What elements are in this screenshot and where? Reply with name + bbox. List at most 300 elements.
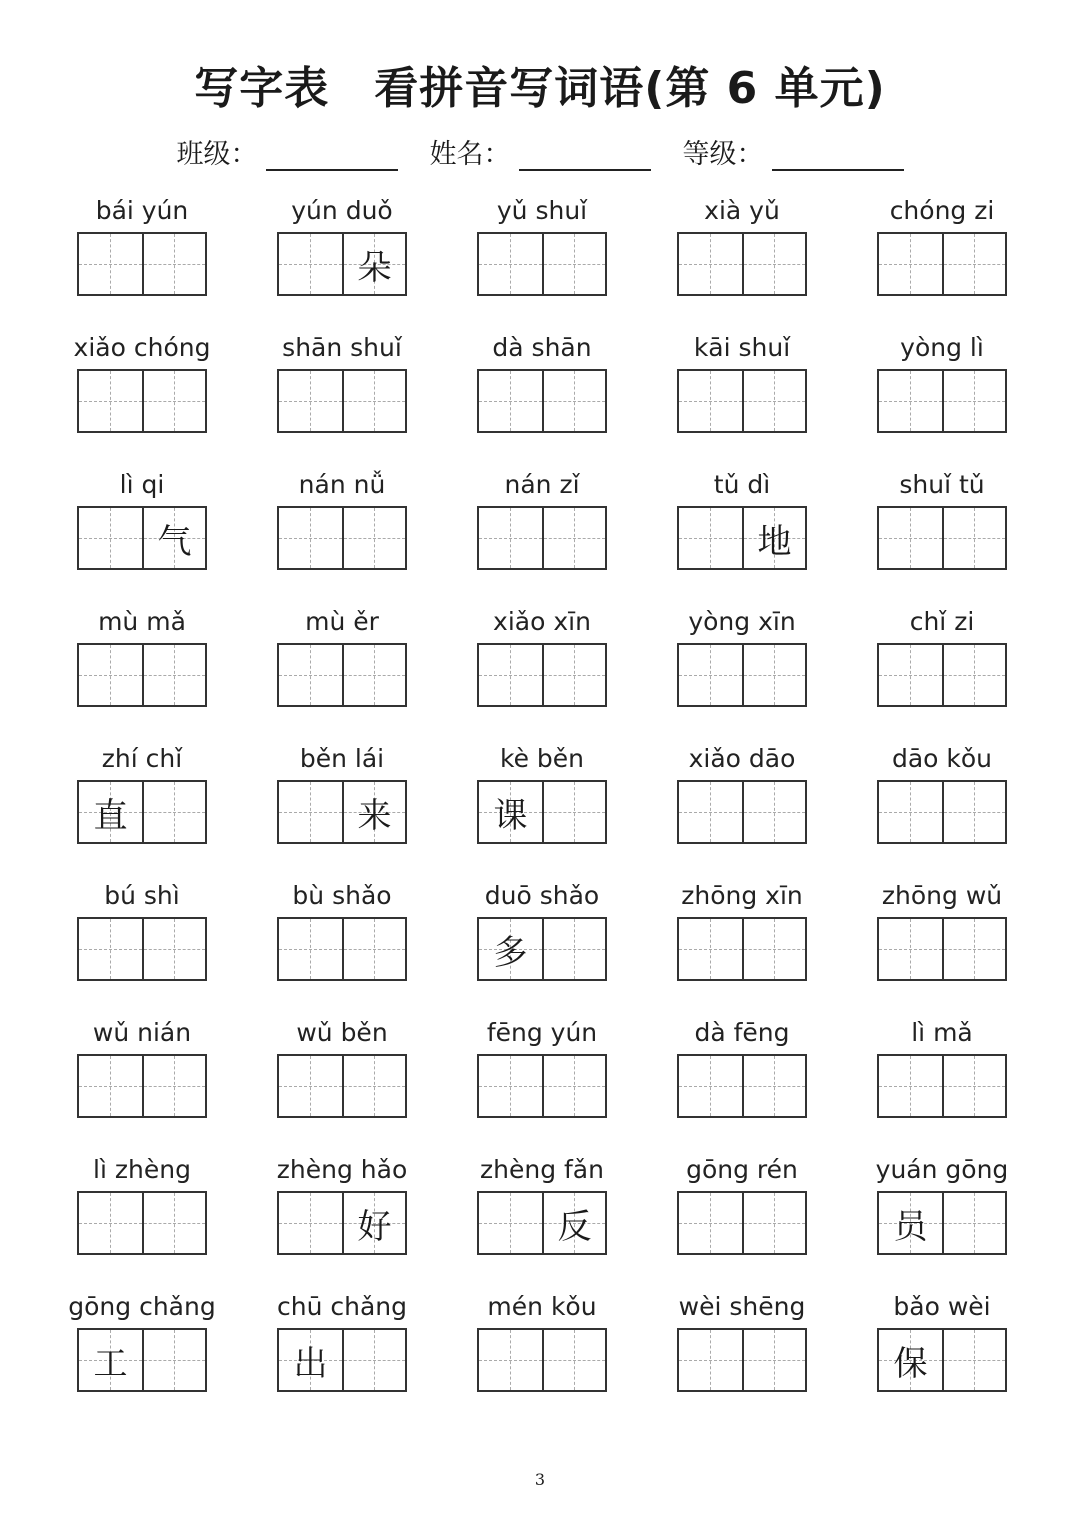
character-box[interactable] — [942, 1193, 1005, 1253]
character-box[interactable] — [342, 782, 405, 842]
given-character — [344, 645, 405, 705]
pinyin-label: dà shān — [492, 333, 592, 362]
given-character — [79, 371, 142, 431]
character-box[interactable] — [479, 1330, 542, 1390]
given-character — [944, 645, 1005, 705]
word-cell — [442, 1012, 642, 1149]
pinyin-label: xià yǔ — [704, 196, 780, 225]
writing-grid — [277, 1054, 407, 1118]
writing-grid — [877, 917, 1007, 981]
pinyin-label: mù ěr — [305, 607, 379, 636]
pinyin-label: shuǐ tǔ — [899, 470, 985, 499]
writing-grid — [877, 643, 1007, 707]
character-box[interactable] — [742, 645, 805, 705]
given-character — [944, 782, 1005, 842]
given-character — [279, 645, 342, 705]
writing-grid — [277, 643, 407, 707]
word-cell — [242, 601, 442, 738]
character-box[interactable] — [879, 919, 942, 979]
pinyin-label: zhōng wǔ — [881, 881, 1003, 910]
given-character: 保 — [893, 1343, 928, 1384]
character-box[interactable] — [342, 234, 405, 294]
word-cell — [242, 1286, 442, 1423]
pinyin-label: dà fēng — [694, 1018, 790, 1047]
writing-grid — [877, 232, 1007, 296]
word-cell — [642, 464, 842, 601]
writing-grid — [877, 780, 1007, 844]
writing-grid — [477, 643, 607, 707]
word-cell — [842, 875, 1042, 1012]
word-cell — [442, 327, 642, 464]
character-box[interactable] — [742, 1193, 805, 1253]
character-box[interactable] — [742, 508, 805, 568]
pinyin-label: zhèng fǎn — [480, 1155, 604, 1184]
pinyin-label: lì qi — [119, 470, 165, 499]
character-box[interactable] — [279, 1056, 342, 1116]
given-character — [344, 371, 405, 431]
grade-label: 等级： — [682, 139, 764, 170]
pinyin-label: lì zhèng — [93, 1155, 191, 1184]
pinyin-label: yún duǒ — [291, 196, 393, 225]
given-character — [944, 234, 1005, 294]
character-box[interactable] — [279, 508, 342, 568]
writing-grid — [477, 780, 607, 844]
grade-blank[interactable] — [772, 133, 904, 171]
character-box[interactable] — [142, 919, 205, 979]
given-character — [679, 919, 742, 979]
character-box[interactable] — [279, 645, 342, 705]
character-box[interactable] — [879, 1056, 942, 1116]
writing-grid — [677, 917, 807, 981]
character-box[interactable] — [142, 234, 205, 294]
pinyin-label: běn lái — [299, 744, 385, 773]
given-character — [544, 508, 605, 568]
given-character — [679, 782, 742, 842]
character-box[interactable] — [942, 919, 1005, 979]
given-character — [279, 508, 342, 568]
word-cell — [842, 464, 1042, 601]
writing-grid — [677, 1191, 807, 1255]
word-cell — [642, 1286, 842, 1423]
pinyin-label: bǎo wèi — [893, 1292, 991, 1321]
given-character — [944, 919, 1005, 979]
character-box[interactable] — [279, 782, 342, 842]
given-character: 好 — [357, 1206, 392, 1247]
given-character — [479, 1056, 542, 1116]
pinyin-label: chóng zi — [889, 196, 995, 225]
character-box[interactable] — [542, 919, 605, 979]
character-box[interactable] — [342, 1056, 405, 1116]
writing-grid — [277, 1191, 407, 1255]
character-box[interactable] — [542, 1056, 605, 1116]
character-box[interactable] — [679, 1330, 742, 1390]
writing-grid — [677, 506, 807, 570]
character-box[interactable] — [679, 782, 742, 842]
word-cell — [642, 327, 842, 464]
given-character — [879, 645, 942, 705]
given-character: 直 — [93, 795, 128, 836]
word-cell — [242, 1012, 442, 1149]
page-number: 3 — [534, 1470, 546, 1489]
character-box[interactable] — [542, 782, 605, 842]
given-character — [79, 1193, 142, 1253]
given-character — [479, 1193, 542, 1253]
class-field — [177, 132, 398, 171]
word-cell — [42, 601, 242, 738]
given-character — [144, 1056, 205, 1116]
character-box[interactable] — [879, 508, 942, 568]
word-cell — [42, 327, 242, 464]
character-box[interactable] — [142, 1193, 205, 1253]
character-box[interactable] — [742, 1056, 805, 1116]
character-box[interactable] — [742, 1330, 805, 1390]
character-box[interactable] — [742, 782, 805, 842]
given-character — [944, 371, 1005, 431]
character-box[interactable] — [679, 1193, 742, 1253]
writing-grid — [477, 917, 607, 981]
given-character: 气 — [157, 521, 192, 562]
given-character — [679, 371, 742, 431]
given-character — [679, 1330, 742, 1390]
writing-grid — [77, 506, 207, 570]
given-character — [479, 645, 542, 705]
given-character — [544, 371, 605, 431]
character-box[interactable] — [479, 234, 542, 294]
given-character — [679, 1193, 742, 1253]
given-character — [879, 919, 942, 979]
writing-grid — [477, 369, 607, 433]
character-box[interactable] — [879, 1193, 942, 1253]
writing-grid — [677, 780, 807, 844]
given-character — [479, 1330, 542, 1390]
given-character — [144, 782, 205, 842]
pinyin-label: nán zǐ — [504, 470, 580, 499]
word-cell — [642, 601, 842, 738]
character-box[interactable] — [342, 371, 405, 431]
character-box[interactable] — [879, 782, 942, 842]
character-box[interactable] — [879, 645, 942, 705]
character-box[interactable] — [79, 508, 142, 568]
given-character — [144, 371, 205, 431]
character-box[interactable] — [679, 508, 742, 568]
writing-grid — [477, 232, 607, 296]
given-character: 工 — [93, 1343, 128, 1384]
pinyin-label: nán nǚ — [298, 470, 386, 499]
given-character: 员 — [893, 1206, 928, 1247]
given-character — [279, 919, 342, 979]
character-box[interactable] — [479, 371, 542, 431]
pinyin-label: xiǎo dāo — [688, 744, 796, 773]
pinyin-label: chū chǎng — [276, 1292, 407, 1321]
given-character: 出 — [293, 1343, 328, 1384]
class-label: 班级： — [176, 139, 258, 170]
writing-grid — [677, 1328, 807, 1392]
writing-grid — [477, 1191, 607, 1255]
character-box[interactable] — [879, 234, 942, 294]
writing-grid — [677, 232, 807, 296]
given-character — [79, 1056, 142, 1116]
given-character — [279, 782, 342, 842]
character-box[interactable] — [479, 919, 542, 979]
pinyin-label: mén kǒu — [487, 1292, 597, 1321]
character-box[interactable] — [142, 371, 205, 431]
writing-grid — [277, 917, 407, 981]
character-box[interactable] — [479, 782, 542, 842]
given-character — [944, 508, 1005, 568]
character-box[interactable] — [79, 1330, 142, 1390]
character-box[interactable] — [542, 1330, 605, 1390]
character-box[interactable] — [142, 1330, 205, 1390]
writing-grid — [277, 780, 407, 844]
character-box[interactable] — [342, 919, 405, 979]
pinyin-label: wǔ běn — [296, 1018, 388, 1047]
given-character — [544, 234, 605, 294]
given-character — [879, 234, 942, 294]
given-character — [744, 1330, 805, 1390]
character-box[interactable] — [679, 371, 742, 431]
character-box[interactable] — [342, 1193, 405, 1253]
writing-grid — [877, 1328, 1007, 1392]
given-character — [544, 919, 605, 979]
character-box[interactable] — [679, 1056, 742, 1116]
pinyin-label: xiǎo chóng — [73, 333, 211, 362]
character-box[interactable] — [942, 234, 1005, 294]
pinyin-label: bù shǎo — [292, 881, 392, 910]
character-box[interactable] — [279, 234, 342, 294]
character-box[interactable] — [79, 234, 142, 294]
pinyin-label: bái yún — [95, 196, 189, 225]
given-character — [544, 1330, 605, 1390]
word-cell — [642, 875, 842, 1012]
word-cell — [42, 1149, 242, 1286]
character-box[interactable] — [942, 645, 1005, 705]
character-box[interactable] — [79, 645, 142, 705]
pinyin-label: dāo kǒu — [891, 744, 993, 773]
class-blank[interactable] — [266, 133, 398, 171]
character-box[interactable] — [942, 371, 1005, 431]
given-character — [879, 508, 942, 568]
writing-grid — [477, 506, 607, 570]
name-field — [430, 132, 651, 171]
character-box[interactable] — [679, 645, 742, 705]
pinyin-label: yǔ shuǐ — [496, 196, 588, 225]
word-cell — [842, 1149, 1042, 1286]
writing-grid — [277, 506, 407, 570]
writing-grid — [77, 1054, 207, 1118]
character-box[interactable] — [479, 508, 542, 568]
pinyin-label: mù mǎ — [98, 607, 186, 636]
word-cell — [242, 327, 442, 464]
character-box[interactable] — [342, 645, 405, 705]
pinyin-label: tǔ dì — [713, 470, 771, 499]
writing-grid — [277, 369, 407, 433]
character-box[interactable] — [542, 645, 605, 705]
given-character — [344, 1056, 405, 1116]
character-box[interactable] — [79, 1056, 142, 1116]
pinyin-label: chǐ zi — [909, 607, 975, 636]
character-box[interactable] — [279, 1193, 342, 1253]
pinyin-label: zhōng xīn — [681, 881, 803, 910]
character-box[interactable] — [942, 508, 1005, 568]
writing-grid — [477, 1054, 607, 1118]
character-box[interactable] — [279, 919, 342, 979]
word-cell — [842, 190, 1042, 327]
word-cell — [42, 1286, 242, 1423]
writing-grid — [277, 232, 407, 296]
word-cell — [842, 738, 1042, 875]
given-character: 反 — [557, 1206, 592, 1247]
given-character — [479, 371, 542, 431]
word-cell — [842, 327, 1042, 464]
character-box[interactable] — [742, 371, 805, 431]
word-cell — [42, 190, 242, 327]
given-character: 朵 — [357, 247, 392, 288]
given-character — [879, 782, 942, 842]
given-character — [479, 234, 542, 294]
character-box[interactable] — [542, 371, 605, 431]
pinyin-label: xiǎo xīn — [493, 607, 591, 636]
character-box[interactable] — [142, 508, 205, 568]
pinyin-label: gōng chǎng — [68, 1292, 216, 1321]
pinyin-label: zhèng hǎo — [276, 1155, 408, 1184]
given-character — [744, 371, 805, 431]
given-character — [344, 919, 405, 979]
given-character — [279, 234, 342, 294]
writing-grid — [77, 917, 207, 981]
pinyin-label: duō shǎo — [484, 881, 600, 910]
character-box[interactable] — [879, 371, 942, 431]
character-box[interactable] — [142, 645, 205, 705]
given-character — [479, 508, 542, 568]
given-character: 课 — [493, 795, 528, 836]
given-character — [679, 508, 742, 568]
character-box[interactable] — [679, 234, 742, 294]
character-box[interactable] — [542, 508, 605, 568]
pinyin-label: kāi shuǐ — [693, 333, 791, 362]
given-character — [744, 919, 805, 979]
writing-grid — [77, 780, 207, 844]
writing-grid — [277, 1328, 407, 1392]
character-box[interactable] — [142, 1056, 205, 1116]
word-cell — [442, 1149, 642, 1286]
word-cell — [242, 464, 442, 601]
writing-grid — [877, 1054, 1007, 1118]
word-cell — [442, 738, 642, 875]
character-box[interactable] — [279, 1330, 342, 1390]
character-box[interactable] — [542, 1193, 605, 1253]
given-character: 地 — [757, 521, 792, 562]
writing-grid — [677, 1054, 807, 1118]
name-label: 姓名： — [429, 139, 511, 170]
given-character — [344, 508, 405, 568]
character-box[interactable] — [879, 1330, 942, 1390]
given-character — [144, 1330, 205, 1390]
pinyin-label: zhí chǐ — [101, 744, 183, 773]
pinyin-label: yòng lì — [900, 333, 984, 362]
character-box[interactable] — [479, 1193, 542, 1253]
given-character — [679, 234, 742, 294]
character-box[interactable] — [79, 919, 142, 979]
pinyin-label: yòng xīn — [688, 607, 796, 636]
given-character — [679, 1056, 742, 1116]
given-character — [344, 1330, 405, 1390]
given-character — [944, 1056, 1005, 1116]
pinyin-label: bú shì — [104, 881, 180, 910]
given-character — [544, 645, 605, 705]
pinyin-label: kè běn — [499, 744, 584, 773]
pinyin-label: fēng yún — [486, 1018, 598, 1047]
word-cell — [642, 738, 842, 875]
given-character — [279, 1056, 342, 1116]
word-cell — [442, 601, 642, 738]
writing-grid — [877, 506, 1007, 570]
character-box[interactable] — [79, 782, 142, 842]
word-grid — [42, 190, 1042, 1423]
given-character — [544, 1056, 605, 1116]
writing-grid — [77, 1328, 207, 1392]
character-box[interactable] — [942, 782, 1005, 842]
writing-grid — [877, 1191, 1007, 1255]
writing-grid — [77, 369, 207, 433]
character-box[interactable] — [79, 371, 142, 431]
given-character — [79, 508, 142, 568]
character-box[interactable] — [542, 234, 605, 294]
pinyin-label: lì mǎ — [911, 1018, 973, 1047]
given-character — [679, 645, 742, 705]
word-cell — [242, 190, 442, 327]
character-box[interactable] — [942, 1056, 1005, 1116]
writing-grid — [877, 369, 1007, 433]
given-character — [879, 1056, 942, 1116]
given-character — [144, 645, 205, 705]
word-cell — [42, 738, 242, 875]
given-character — [144, 234, 205, 294]
character-box[interactable] — [742, 234, 805, 294]
writing-grid — [677, 643, 807, 707]
word-cell — [42, 1012, 242, 1149]
word-cell — [642, 190, 842, 327]
given-character — [944, 1193, 1005, 1253]
character-box[interactable] — [679, 919, 742, 979]
name-blank[interactable] — [519, 133, 651, 171]
character-box[interactable] — [942, 1330, 1005, 1390]
writing-grid — [77, 232, 207, 296]
given-character — [144, 1193, 205, 1253]
character-box[interactable] — [742, 919, 805, 979]
given-character — [144, 919, 205, 979]
character-box[interactable] — [342, 508, 405, 568]
character-box[interactable] — [142, 782, 205, 842]
word-cell — [242, 1149, 442, 1286]
word-cell — [842, 1286, 1042, 1423]
given-character — [279, 371, 342, 431]
writing-grid — [477, 1328, 607, 1392]
word-cell — [442, 190, 642, 327]
character-box[interactable] — [279, 371, 342, 431]
word-cell — [842, 1012, 1042, 1149]
character-box[interactable] — [79, 1193, 142, 1253]
word-cell — [42, 464, 242, 601]
character-box[interactable] — [479, 645, 542, 705]
character-box[interactable] — [342, 1330, 405, 1390]
student-info-row — [0, 132, 1080, 171]
grade-field — [683, 132, 904, 171]
word-cell — [242, 738, 442, 875]
character-box[interactable] — [479, 1056, 542, 1116]
word-cell — [642, 1012, 842, 1149]
given-character — [744, 782, 805, 842]
pinyin-label: wèi shēng — [678, 1292, 806, 1321]
